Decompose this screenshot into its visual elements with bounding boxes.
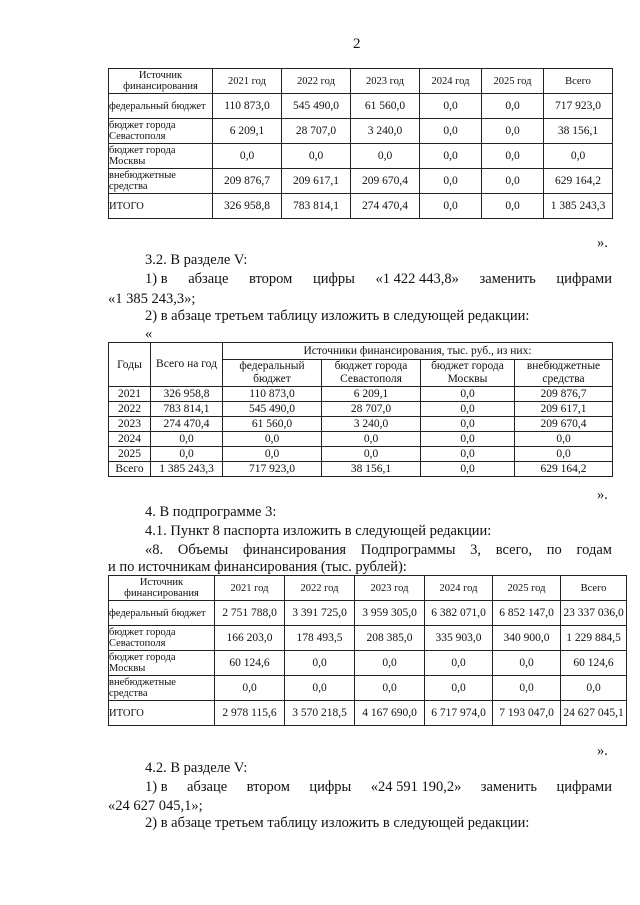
- table-cell: 60 124,6: [215, 651, 285, 676]
- column-header: 2025 год: [493, 576, 561, 601]
- close-quote: ».: [597, 743, 608, 759]
- table-cell: 61 560,0: [351, 94, 420, 119]
- table-cell: 0,0: [425, 676, 493, 701]
- table-cell: 340 900,0: [493, 626, 561, 651]
- column-header: бюджет города Севастополя: [322, 360, 421, 387]
- table-cell: 110 873,0: [223, 387, 322, 402]
- table-cell: 0,0: [355, 651, 425, 676]
- table-cell: 60 124,6: [561, 651, 627, 676]
- table-cell: 3 959 305,0: [355, 601, 425, 626]
- table-cell: 0,0: [215, 676, 285, 701]
- close-quote: ».: [597, 235, 608, 251]
- table-cell: 0,0: [482, 169, 544, 194]
- word: цифры: [309, 779, 352, 795]
- table-cell: 38 156,1: [544, 119, 613, 144]
- table-cell: 0,0: [425, 651, 493, 676]
- column-header: Всего: [544, 69, 613, 94]
- table-row: [109, 119, 613, 144]
- word: цифрами: [556, 779, 612, 795]
- column-header: 2021 год: [213, 69, 282, 94]
- p8-line1: [145, 542, 612, 559]
- column-header: Источник финансирования: [109, 576, 215, 601]
- s42-line1: [145, 779, 612, 796]
- table-cell: 0,0: [285, 651, 355, 676]
- section-4-2-title: 4.2. В разделе V:: [145, 760, 248, 776]
- table-cell: 545 490,0: [223, 402, 322, 417]
- column-header: 2022 год: [282, 69, 351, 94]
- table-cell: 0,0: [285, 676, 355, 701]
- table-cell: 209 617,1: [282, 169, 351, 194]
- table-cell: 717 923,0: [223, 462, 322, 477]
- table-row: [109, 94, 613, 119]
- table-cell: 326 958,8: [151, 387, 223, 402]
- table-row: [109, 651, 627, 676]
- table-cell: 209 876,7: [515, 387, 613, 402]
- word: всего,: [495, 542, 533, 558]
- word: втором: [249, 271, 293, 287]
- table-row: [109, 626, 627, 651]
- table-cell: 274 470,4: [351, 194, 420, 219]
- table-cell: 545 490,0: [282, 94, 351, 119]
- table-cell: 2 751 788,0: [215, 601, 285, 626]
- table-cell: 209 617,1: [515, 402, 613, 417]
- row-label: внебюджетные средства: [109, 676, 215, 701]
- table-cell: 178 493,5: [285, 626, 355, 651]
- table-cell: 0,0: [355, 676, 425, 701]
- table-cell: 6 717 974,0: [425, 701, 493, 726]
- table-cell: 629 164,2: [515, 462, 613, 477]
- row-label: бюджет города Севастополя: [109, 119, 213, 144]
- table-financing-subprogram-2: [108, 68, 613, 219]
- table-cell: 326 958,8: [213, 194, 282, 219]
- section-3-2-title: 3.2. В разделе V:: [145, 252, 248, 268]
- table-cell: 2021: [109, 387, 151, 402]
- table-cell: 0,0: [213, 144, 282, 169]
- table-cell: 274 470,4: [151, 417, 223, 432]
- column-header: 2021 год: [215, 576, 285, 601]
- table-row: [109, 447, 613, 462]
- table-cell: 0,0: [223, 432, 322, 447]
- table-cell: 0,0: [151, 432, 223, 447]
- column-header: 2023 год: [351, 69, 420, 94]
- row-label: ИТОГО: [109, 194, 213, 219]
- table-cell: 0,0: [482, 194, 544, 219]
- table-cell: 0,0: [322, 447, 421, 462]
- table-cell: 0,0: [151, 447, 223, 462]
- table-row: [109, 144, 613, 169]
- table-cell: Всего: [109, 462, 151, 477]
- word: «8.: [145, 542, 164, 558]
- table-cell: 0,0: [351, 144, 420, 169]
- table-cell: 0,0: [561, 676, 627, 701]
- table-cell: 61 560,0: [223, 417, 322, 432]
- table-header-row: [109, 343, 613, 360]
- section-4-title: 4. В подпрограмме 3:: [145, 504, 277, 520]
- table-cell: 2024: [109, 432, 151, 447]
- row-label: внебюджетные средства: [109, 169, 213, 194]
- s32-line1-cont: «1 385 243,3»;: [108, 291, 196, 307]
- table-row: [109, 194, 613, 219]
- table-cell: 0,0: [420, 144, 482, 169]
- word: «1 422 443,8»: [375, 271, 459, 287]
- table-cell: 629 164,2: [544, 169, 613, 194]
- table-cell: 0,0: [421, 417, 515, 432]
- word: втором: [246, 779, 290, 795]
- table-cell: 0,0: [482, 144, 544, 169]
- item-4-1: 4.1. Пункт 8 паспорта изложить в следующей редакции:: [145, 523, 492, 539]
- column-header: Годы: [109, 343, 151, 387]
- table-cell: 3 240,0: [322, 417, 421, 432]
- table-cell: 0,0: [421, 387, 515, 402]
- table-cell: 0,0: [493, 676, 561, 701]
- word: цифрами: [556, 271, 612, 287]
- table-cell: 23 337 036,0: [561, 601, 627, 626]
- table-cell: 0,0: [421, 462, 515, 477]
- table-row: [109, 701, 627, 726]
- word: по: [546, 542, 562, 558]
- table-cell: 4 167 690,0: [355, 701, 425, 726]
- table-financing-subprogram-3: [108, 575, 627, 726]
- page-number: 2: [353, 36, 361, 52]
- table-cell: 209 670,4: [351, 169, 420, 194]
- table-cell: 0,0: [544, 144, 613, 169]
- word: абзаце: [187, 779, 228, 795]
- table-row: [109, 169, 613, 194]
- table-cell: 2023: [109, 417, 151, 432]
- table-cell: 0,0: [515, 432, 613, 447]
- table-cell: 3 240,0: [351, 119, 420, 144]
- table-header-row: [109, 69, 613, 94]
- table-cell: 0,0: [322, 432, 421, 447]
- close-quote: ».: [597, 487, 608, 503]
- table-cell: 2 978 115,6: [215, 701, 285, 726]
- table-cell: 0,0: [420, 194, 482, 219]
- word: цифры: [312, 271, 355, 287]
- column-header: внебюджетные средства: [515, 360, 613, 387]
- word: абзаце: [188, 271, 229, 287]
- column-group-header: Источники финансирования, тыс. руб., из них:: [223, 343, 613, 360]
- column-header: 2023 год: [355, 576, 425, 601]
- p8-line2: и по источникам финансирования (тыс. рублей):: [108, 559, 407, 575]
- table-cell: 6 852 147,0: [493, 601, 561, 626]
- column-header: 2022 год: [285, 576, 355, 601]
- column-header: бюджет города Москвы: [421, 360, 515, 387]
- s42-line1-cont: «24 627 045,1»;: [108, 798, 203, 814]
- table-cell: 208 385,0: [355, 626, 425, 651]
- table-cell: 3 391 725,0: [285, 601, 355, 626]
- table-cell: 783 814,1: [151, 402, 223, 417]
- table-cell: 6 209,1: [322, 387, 421, 402]
- column-header: Источник финансирования: [109, 69, 213, 94]
- table-cell: 717 923,0: [544, 94, 613, 119]
- word: Объемы: [177, 542, 229, 558]
- column-header: 2025 год: [482, 69, 544, 94]
- table-cell: 335 903,0: [425, 626, 493, 651]
- table-row: [109, 387, 613, 402]
- row-label: ИТОГО: [109, 701, 215, 726]
- word: 3,: [470, 542, 482, 558]
- table-cell: 0,0: [421, 447, 515, 462]
- column-header: Всего на год: [151, 343, 223, 387]
- column-header: 2024 год: [420, 69, 482, 94]
- word: 1) в: [145, 271, 168, 287]
- table-cell: 24 627 045,1: [561, 701, 627, 726]
- table-cell: 783 814,1: [282, 194, 351, 219]
- table-cell: 3 570 218,5: [285, 701, 355, 726]
- table-row: [109, 601, 627, 626]
- table-financing-by-year: [108, 342, 613, 477]
- column-header: федеральный бюджет: [223, 360, 322, 387]
- table-cell: 1 229 884,5: [561, 626, 627, 651]
- word: финансирования: [242, 542, 347, 558]
- word: «24 591 190,2»: [370, 779, 462, 795]
- table-cell: 209 876,7: [213, 169, 282, 194]
- table-cell: 6 209,1: [213, 119, 282, 144]
- table-cell: 7 193 047,0: [493, 701, 561, 726]
- table-cell: 0,0: [420, 119, 482, 144]
- table-cell: 38 156,1: [322, 462, 421, 477]
- table-cell: 0,0: [421, 432, 515, 447]
- s42-line2: 2) в абзаце третьем таблицу изложить в следующей редакции:: [145, 815, 530, 831]
- row-label: бюджет города Москвы: [109, 651, 215, 676]
- table-cell: 1 385 243,3: [151, 462, 223, 477]
- table-row: [109, 417, 613, 432]
- table-cell: 166 203,0: [215, 626, 285, 651]
- table-cell: 28 707,0: [322, 402, 421, 417]
- row-label: бюджет города Москвы: [109, 144, 213, 169]
- table-cell: 2025: [109, 447, 151, 462]
- table-cell: 209 670,4: [515, 417, 613, 432]
- table-cell: 6 382 071,0: [425, 601, 493, 626]
- table-cell: 28 707,0: [282, 119, 351, 144]
- table-cell: 0,0: [493, 651, 561, 676]
- table-row: [109, 676, 627, 701]
- table-row: [109, 402, 613, 417]
- table-row: [109, 462, 613, 477]
- table-cell: 1 385 243,3: [544, 194, 613, 219]
- table-cell: 0,0: [282, 144, 351, 169]
- open-quote: «: [145, 326, 153, 342]
- word: Подпрограммы: [360, 542, 456, 558]
- table-cell: 0,0: [223, 447, 322, 462]
- row-label: бюджет города Севастополя: [109, 626, 215, 651]
- table-cell: 0,0: [482, 94, 544, 119]
- table-cell: 0,0: [420, 94, 482, 119]
- table-cell: 2022: [109, 402, 151, 417]
- word: 1) в: [145, 779, 168, 795]
- table-cell: 0,0: [515, 447, 613, 462]
- s32-line1: [145, 271, 612, 288]
- table-row: [109, 432, 613, 447]
- table-header-row: [109, 576, 627, 601]
- row-label: федеральный бюджет: [109, 94, 213, 119]
- table-cell: 0,0: [420, 169, 482, 194]
- table-cell: 0,0: [421, 402, 515, 417]
- word: заменить: [480, 779, 538, 795]
- table-cell: 0,0: [482, 119, 544, 144]
- column-header: Всего: [561, 576, 627, 601]
- column-header: 2024 год: [425, 576, 493, 601]
- table-cell: 110 873,0: [213, 94, 282, 119]
- s32-line2: 2) в абзаце третьем таблицу изложить в следующей редакции:: [145, 308, 530, 324]
- word: годам: [576, 542, 612, 558]
- row-label: федеральный бюджет: [109, 601, 215, 626]
- word: заменить: [479, 271, 536, 287]
